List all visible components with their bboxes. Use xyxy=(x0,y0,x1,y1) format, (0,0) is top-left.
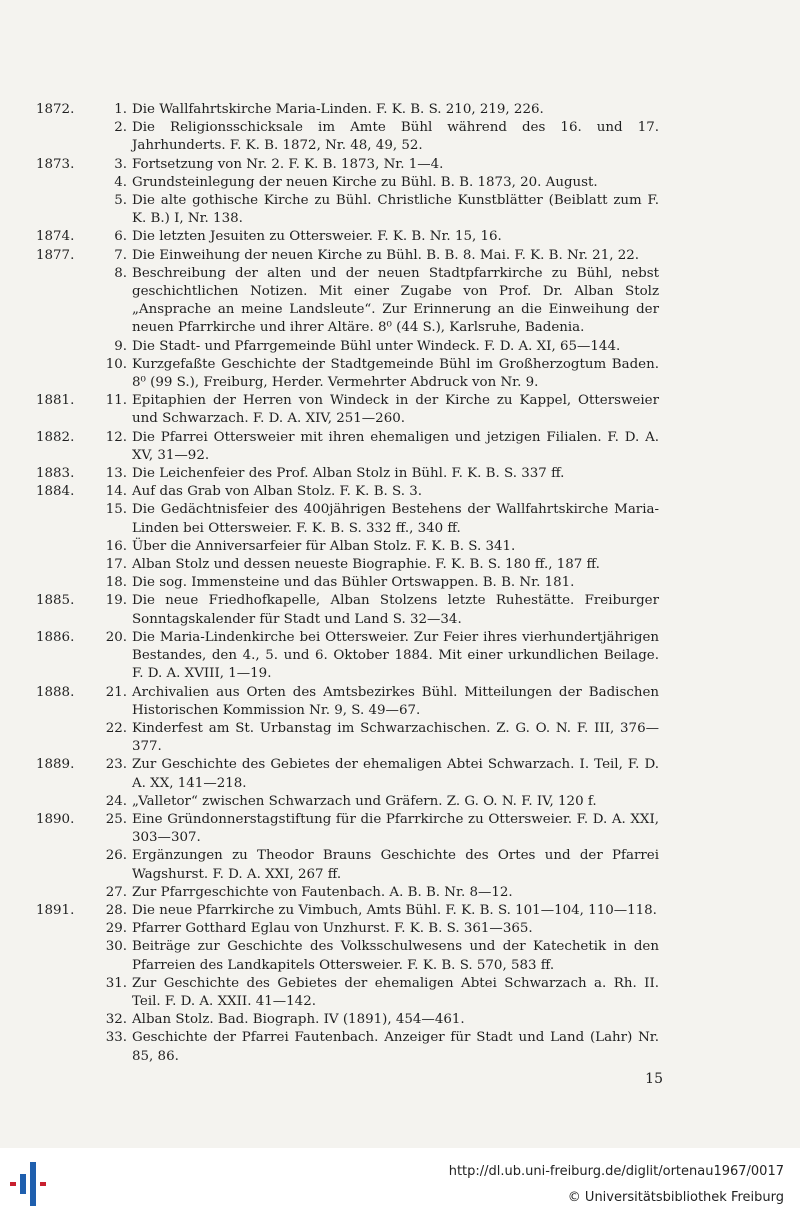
bibliography-entry xyxy=(0,592,800,628)
entry-text: Beiträge zur Geschichte des Volksschulwesens und der Katechetik in den Pfarreien des Landkapitels Ottersweier. F. K. B. S. 570, 583 ff. xyxy=(132,939,659,973)
entry-text: Alban Stolz und dessen neueste Biographie. F. K. B. S. 180 ff., 187 ff. xyxy=(132,557,600,573)
entry-text: Zur Geschichte des Gebietes der ehemaligen Abtei Schwarzach a. Rh. II. Teil. F. D. A. XXII. 41—142. xyxy=(132,975,659,1009)
entry-year: 1877. xyxy=(36,247,75,263)
page-number: 15 xyxy=(645,1071,663,1087)
bibliography-entry xyxy=(0,501,800,537)
bibliography-entry xyxy=(0,247,800,265)
bibliography-entry xyxy=(0,429,800,465)
bibliography-entry xyxy=(0,1029,800,1065)
bibliography-entry xyxy=(0,228,800,246)
entry-text: Zur Geschichte des Gebietes der ehemaligen Abtei Schwarzach. I. Teil, F. D. A. XX, 141—218. xyxy=(132,757,659,791)
entry-text: Die letzten Jesuiten zu Ottersweier. F. K. B. Nr. 15, 16. xyxy=(132,229,502,245)
entry-text: Fortsetzung von Nr. 2. F. K. B. 1873, Nr. 1—4. xyxy=(132,156,444,172)
entry-number: 10. xyxy=(105,356,127,372)
entry-year: 1889. xyxy=(36,757,75,773)
entry-year: 1890. xyxy=(36,811,75,827)
entry-year xyxy=(0,556,96,574)
bibliography-entry xyxy=(0,920,800,938)
entry-year xyxy=(0,975,96,1011)
bibliography-entry xyxy=(0,119,800,155)
bibliography-entry xyxy=(0,793,800,811)
entry-year: 1888. xyxy=(36,684,75,700)
entry-text: Epitaphien der Herren von Windeck in der Kirche zu Kappel, Ottersweier und Schwarzach. F. D. A. XIV, 251—260. xyxy=(132,393,659,427)
entry-year xyxy=(0,501,96,537)
footer xyxy=(0,1148,800,1220)
entry-year: 1873. xyxy=(36,156,75,172)
entry-number: 33. xyxy=(105,1030,127,1046)
entry-number: 27. xyxy=(105,884,127,900)
entry-year xyxy=(0,720,96,756)
entry-number: 5. xyxy=(114,193,127,209)
bibliography-entry xyxy=(0,192,800,228)
entry-number: 22. xyxy=(105,720,127,736)
bibliography-entry xyxy=(0,356,800,392)
bibliography-entry xyxy=(0,574,800,592)
entry-text: Geschichte der Pfarrei Fautenbach. Anzeiger für Stadt und Land (Lahr) Nr. 85, 86. xyxy=(132,1030,659,1064)
library-logo-icon xyxy=(10,1162,54,1206)
bibliography-entry xyxy=(0,338,800,356)
entry-year: 1881. xyxy=(36,393,75,409)
entry-year xyxy=(0,356,96,392)
entry-number: 19. xyxy=(105,593,127,609)
entry-number: 32. xyxy=(105,1012,127,1028)
bibliography-entry xyxy=(0,811,800,847)
bibliography-entry xyxy=(0,538,800,556)
entry-year xyxy=(0,538,96,556)
entry-number: 12. xyxy=(105,429,127,445)
entry-year xyxy=(0,574,96,592)
entry-year xyxy=(0,938,96,974)
entry-number: 15. xyxy=(105,502,127,518)
entry-number: 28. xyxy=(105,902,127,918)
entry-year: 1884. xyxy=(36,484,75,500)
bibliography-entry xyxy=(0,938,800,974)
entry-number: 31. xyxy=(105,975,127,991)
entry-text: Die Religionsschicksale im Amte Bühl während des 16. und 17. Jahrhunderts. F. K. B. 1872, Nr. 48, 49, 52. xyxy=(132,120,659,154)
entry-year: 1885. xyxy=(36,593,75,609)
bibliography-entry xyxy=(0,756,800,792)
entry-year xyxy=(0,793,96,811)
entry-year xyxy=(0,884,96,902)
bibliography-entry xyxy=(0,720,800,756)
entry-number: 2. xyxy=(114,120,127,136)
document-url-link[interactable]: http://dl.ub.uni-freiburg.de/diglit/ortenau1967/0017 xyxy=(448,1164,784,1179)
bibliography-entry xyxy=(0,556,800,574)
entry-number: 3. xyxy=(114,156,127,172)
entry-text: „Valletor“ zwischen Schwarzach und Gräfern. Z. G. O. N. F. IV, 120 f. xyxy=(132,793,597,809)
entry-text: Eine Gründonnerstagstiftung für die Pfarrkirche zu Ottersweier. F. D. A. XXI, 303—307. xyxy=(132,811,659,846)
entry-text: Die neue Pfarrkirche zu Vimbuch, Amts Bühl. F. K. B. S. 101—104, 110—118. xyxy=(132,902,657,918)
bibliography-entry xyxy=(0,629,800,684)
entry-text: Beschreibung der alten und der neuen Stadtpfarrkirche zu Bühl, nebst geschichtlichen Notizen. Mit einer Zugabe von Prof. Dr. Alban Stolz „Ansprache an meine Landsleute“. Zur Erinnerung an die Einweihung der neuen Pfarrkirche und ihrer Altäre. 8⁰ (44 S.), Karlsruhe, Badenia. xyxy=(132,265,659,336)
entry-number: 29. xyxy=(105,921,127,937)
bibliography-entry xyxy=(0,902,800,920)
entry-text: Kinderfest am St. Urbanstag im Schwarzachischen. Z. G. O. N. F. III, 376—377. xyxy=(132,720,659,755)
entry-year: 1882. xyxy=(36,429,75,445)
entry-number: 17. xyxy=(105,557,127,573)
bibliography-list xyxy=(0,101,800,1066)
entry-text: Die neue Friedhofkapelle, Alban Stolzens letzte Ruhestätte. Freiburger Sonntagskalender für Stadt und Land S. 32—34. xyxy=(132,593,659,627)
entry-text: Grundsteinlegung der neuen Kirche zu Bühl. B. B. 1873, 20. August. xyxy=(132,174,598,190)
entry-text: Die Leichenfeier des Prof. Alban Stolz in Bühl. F. K. B. S. 337 ff. xyxy=(132,466,565,482)
entry-year: 1883. xyxy=(36,466,75,482)
bibliography-entry xyxy=(0,101,800,119)
entry-text: Über die Anniversarfeier für Alban Stolz. F. K. B. S. 341. xyxy=(132,538,516,554)
entry-text: Kurzgefaßte Geschichte der Stadtgemeinde Bühl im Großherzogtum Baden. 8⁰ (99 S.), Freiburg, Herder. Vermehrter Abdruck von Nr. 9. xyxy=(132,356,659,391)
entry-number: 13. xyxy=(105,466,127,482)
entry-number: 11. xyxy=(105,393,127,409)
bibliography-entry xyxy=(0,465,800,483)
entry-text: Die Wallfahrtskirche Maria-Linden. F. K. B. S. 210, 219, 226. xyxy=(132,102,544,117)
entry-text: Pfarrer Gotthard Eglau von Unzhurst. F. K. B. S. 361—365. xyxy=(132,921,533,937)
entry-number: 25. xyxy=(105,811,127,827)
entry-number: 30. xyxy=(105,939,127,955)
entry-year: 1872. xyxy=(36,102,75,117)
entry-number: 8. xyxy=(114,265,127,281)
entry-year xyxy=(0,920,96,938)
entry-text: Die alte gothische Kirche zu Bühl. Christliche Kunstblätter (Beiblatt zum F. K. B.) I, Nr. 138. xyxy=(132,193,659,227)
bibliography-entry xyxy=(0,884,800,902)
entry-text: Archivalien aus Orten des Amtsbezirkes Bühl. Mitteilungen der Badischen Historischen Kommission Nr. 9, S. 49—67. xyxy=(132,684,659,718)
bibliography-entry xyxy=(0,1011,800,1029)
entry-text: Die sog. Immensteine und das Bühler Ortswappen. B. B. Nr. 181. xyxy=(132,575,575,591)
entry-text: Auf das Grab von Alban Stolz. F. K. B. S. 3. xyxy=(132,484,423,500)
entry-number: 6. xyxy=(114,229,127,245)
entry-number: 16. xyxy=(105,538,127,554)
entry-year xyxy=(0,119,96,155)
entry-text: Die Pfarrei Ottersweier mit ihren ehemaligen und jetzigen Filialen. F. D. A. XV, 31—92. xyxy=(132,429,659,463)
entry-number: 18. xyxy=(105,575,127,591)
entry-year xyxy=(0,265,96,338)
entry-text: Ergänzungen zu Theodor Brauns Geschichte des Ortes und der Pfarrei Wagshurst. F. D. A. XXI, 267 ff. xyxy=(132,848,659,882)
entry-year xyxy=(0,192,96,228)
entry-number: 7. xyxy=(114,247,127,263)
entry-number: 4. xyxy=(114,174,127,190)
entry-year: 1891. xyxy=(36,902,75,918)
entry-text: Die Gedächtnisfeier des 400jährigen Bestehens der Wallfahrtskirche Maria-Linden bei Ottersweier. F. K. B. S. 332 ff., 340 ff. xyxy=(132,502,659,536)
bibliography-entry xyxy=(0,975,800,1011)
entry-number: 26. xyxy=(105,848,127,864)
entry-number: 24. xyxy=(105,793,127,809)
entry-number: 9. xyxy=(114,338,127,354)
bibliography-entry xyxy=(0,156,800,174)
entry-year: 1874. xyxy=(36,229,75,245)
entry-text: Die Maria-Lindenkirche bei Ottersweier. Zur Feier ihres vierhundertjährigen Bestandes, den 4., 5. und 6. Oktober 1884. Mit einer urkundlichen Beilage. F. D. A. XVIII, 1—19. xyxy=(132,629,659,682)
bibliography-entry xyxy=(0,684,800,720)
entry-number: 14. xyxy=(105,484,127,500)
entry-year xyxy=(0,174,96,192)
bibliography-entry xyxy=(0,265,800,338)
bibliography-entry xyxy=(0,174,800,192)
entry-number: 21. xyxy=(105,684,127,700)
copyright-notice: © Universitätsbibliothek Freiburg xyxy=(567,1190,784,1205)
entry-text: Zur Pfarrgeschichte von Fautenbach. A. B. B. Nr. 8—12. xyxy=(132,884,513,900)
entry-text: Alban Stolz. Bad. Biograph. IV (1891), 454—461. xyxy=(132,1012,465,1028)
entry-year xyxy=(0,847,96,883)
entry-text: Die Stadt- und Pfarrgemeinde Bühl unter Windeck. F. D. A. XI, 65—144. xyxy=(132,338,621,354)
bibliography-entry xyxy=(0,847,800,883)
bibliography-entry xyxy=(0,392,800,428)
entry-number: 1. xyxy=(114,102,127,117)
entry-number: 23. xyxy=(105,757,127,773)
entry-year xyxy=(0,1029,96,1065)
entry-text: Die Einweihung der neuen Kirche zu Bühl. B. B. 8. Mai. F. K. B. Nr. 21, 22. xyxy=(132,247,640,263)
entry-year xyxy=(0,338,96,356)
entry-year: 1886. xyxy=(36,629,75,645)
bibliography-entry xyxy=(0,483,800,501)
entry-year xyxy=(0,1011,96,1029)
entry-number: 20. xyxy=(105,629,127,645)
